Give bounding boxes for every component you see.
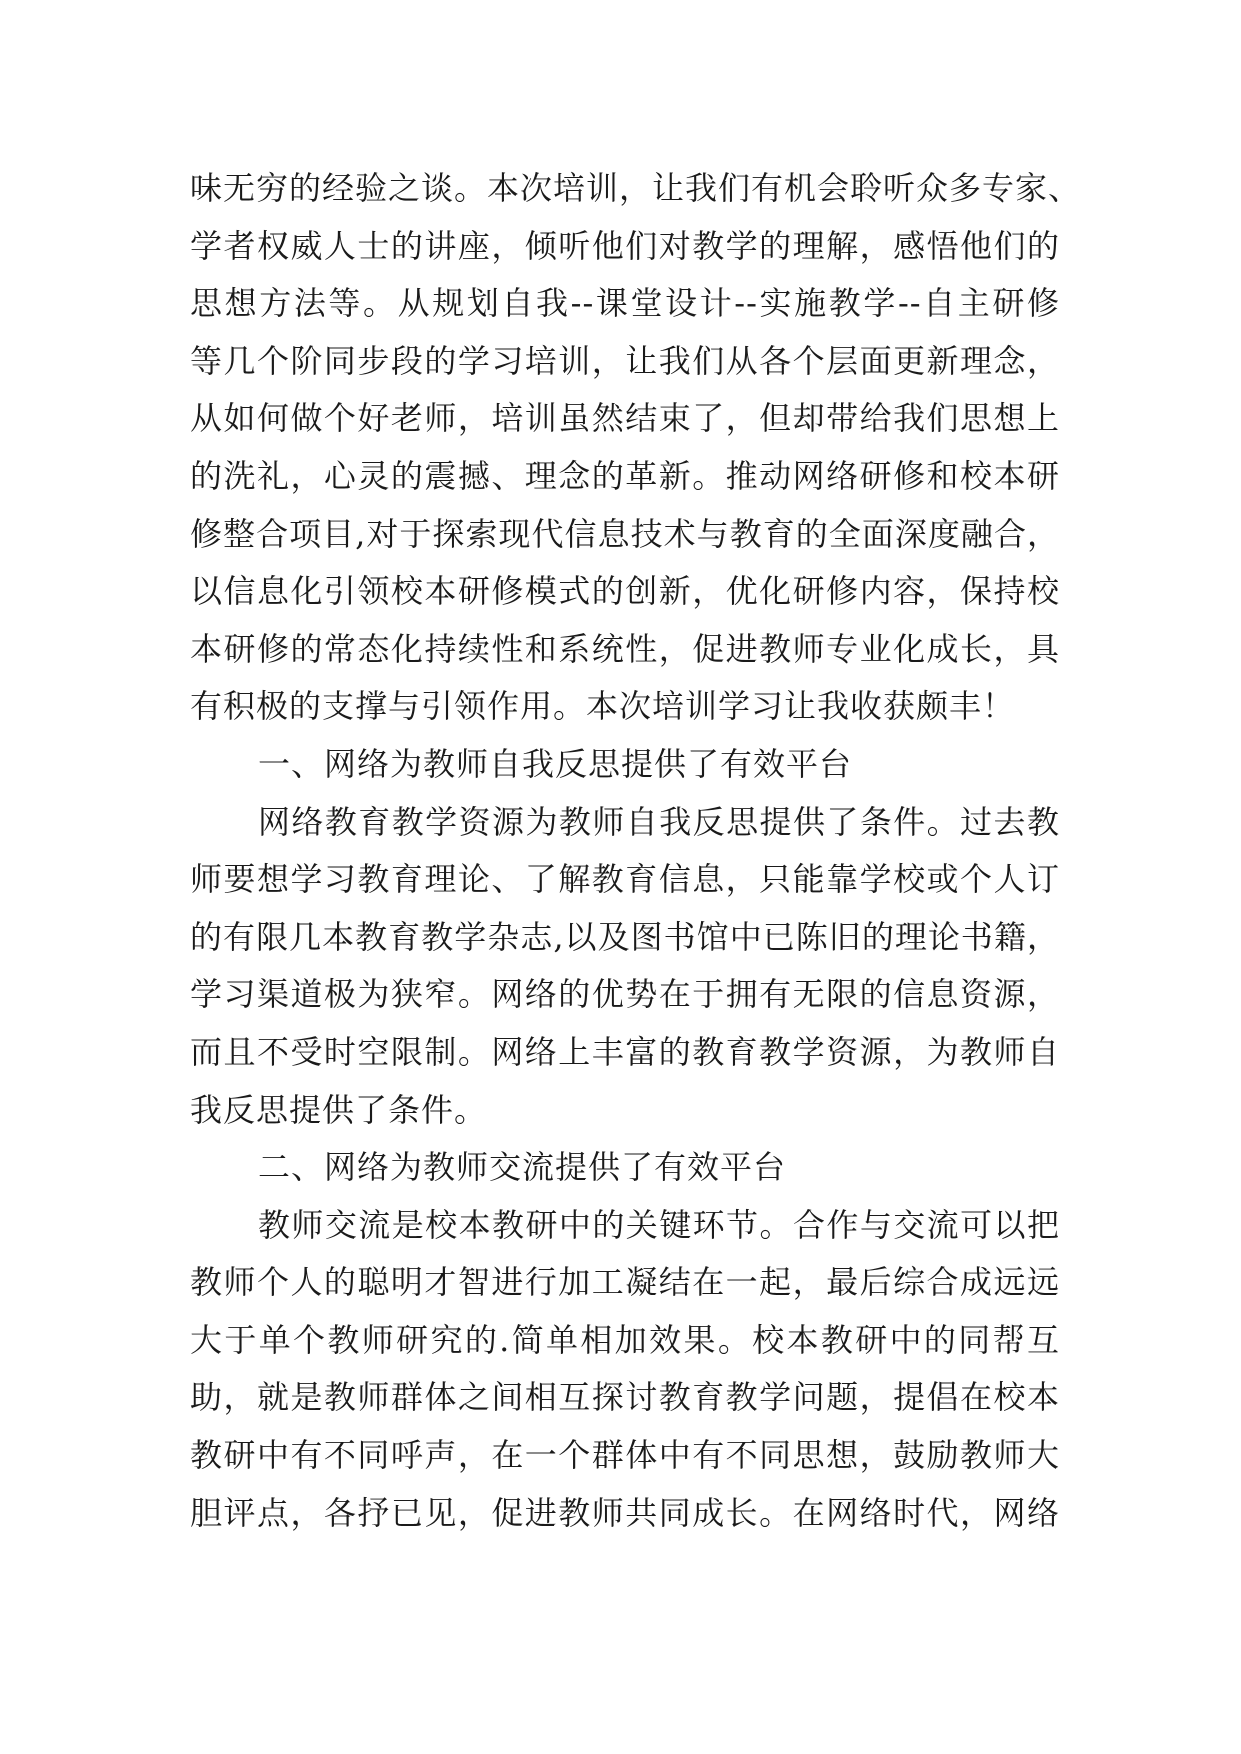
text-line: 以信息化引领校本研修模式的创新，优化研修内容，保持校 bbox=[190, 572, 1060, 611]
section-heading-1: 一、网络为教师自我反思提供了有效平台 bbox=[258, 744, 853, 783]
text-line: 教师个人的聪明才智进行加工凝结在一起，最后综合成远远 bbox=[190, 1263, 1060, 1302]
text-line: 助，就是教师群体之间相互探讨教育教学问题，提倡在校本 bbox=[190, 1378, 1060, 1417]
text-line: 从如何做个好老师，培训虽然结束了，但却带给我们思想上 bbox=[190, 399, 1060, 438]
text-line: 等几个阶同步段的学习培训，让我们从各个层面更新理念， bbox=[190, 341, 1060, 380]
text-line: 学者权威人士的讲座，倾听他们对教学的理解，感悟他们的 bbox=[190, 226, 1060, 265]
text-line: 而且不受时空限制。网络上丰富的教育教学资源，为教师自 bbox=[190, 1032, 1060, 1071]
text-line: 修整合项目,对于探索现代信息技术与教育的全面深度融合， bbox=[190, 514, 1060, 553]
section-heading-2: 二、网络为教师交流提供了有效平台 bbox=[258, 1148, 787, 1187]
paragraph-first-line: 教师交流是校本教研中的关键环节。合作与交流可以把 bbox=[258, 1205, 1060, 1244]
document-body bbox=[190, 160, 1082, 1542]
text-line: 本研修的常态化持续性和系统性，促进教师专业化成长，具 bbox=[190, 629, 1060, 668]
text-line: 胆评点，各抒已见，促进教师共同成长。在网络时代，网络 bbox=[190, 1493, 1060, 1532]
text-line: 我反思提供了条件。 bbox=[190, 1090, 488, 1129]
text-line: 师要想学习教育理论、了解教育信息，只能靠学校或个人订 bbox=[190, 860, 1060, 899]
text-line: 有积极的支撑与引领作用。本次培训学习让我收获颇丰！ bbox=[190, 687, 1016, 726]
text-line: 的有限几本教育教学杂志,以及图书馆中已陈旧的理论书籍， bbox=[190, 917, 1060, 956]
text-line: 教研中有不同呼声，在一个群体中有不同思想，鼓励教师大 bbox=[190, 1436, 1060, 1475]
text-line: 味无穷的经验之谈。本次培训，让我们有机会聆听众多专家、 bbox=[190, 169, 1082, 207]
paragraph-first-line: 网络教育教学资源为教师自我反思提供了条件。过去教 bbox=[258, 802, 1060, 841]
text-line: 的洗礼，心灵的震撼、理念的革新。推动网络研修和校本研 bbox=[190, 456, 1060, 495]
text-line: 大于单个教师研究的.简单相加效果。校本教研中的同帮互 bbox=[190, 1320, 1060, 1359]
text-line: 学习渠道极为狭窄。网络的优势在于拥有无限的信息资源， bbox=[190, 975, 1060, 1014]
text-line: 思想方法等。从规划自我--课堂设计--实施教学--自主研修 bbox=[190, 284, 1060, 323]
